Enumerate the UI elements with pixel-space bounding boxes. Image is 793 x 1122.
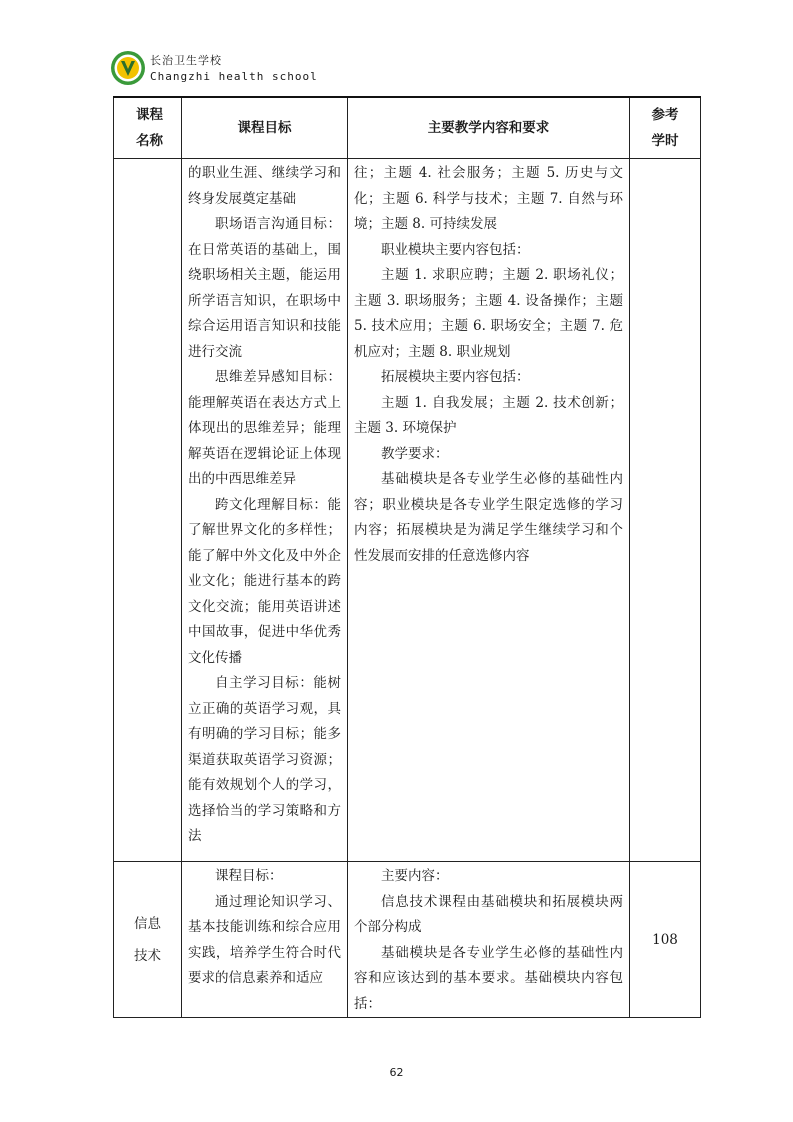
course-name-line1: 信息 <box>134 915 161 932</box>
content-paragraph: 基础模块是各专业学生必修的基础性内容；职业模块是各专业学生限定选修的学习内容；拓展模块是为满足学生继续学习和个性发展而安排的任意选修内容 <box>354 471 623 564</box>
ref-hours-cell: 108 <box>630 862 701 1018</box>
header-hours-line1: 参考 <box>651 107 679 123</box>
content-paragraph: 信息技术课程由基础模块和拓展模块两个部分构成 <box>354 893 623 935</box>
header-main-content: 主要教学内容和要求 <box>348 97 630 159</box>
goal-paragraph: 通过理论知识学习、基本技能训练和综合应用实践，培养学生符合时代要求的信息素养和适应 <box>188 893 341 986</box>
main-content-cell <box>348 159 630 862</box>
goal-paragraph: 思维差异感知目标：能理解英语在表达方式上体现出的思维差异；能理解英语在逻辑论证上体现出的中西思维差异 <box>188 369 341 487</box>
goal-paragraph: 课程目标： <box>215 868 283 884</box>
school-emblem-icon <box>110 50 146 86</box>
table-header-row <box>114 97 701 159</box>
course-name-line2: 技术 <box>134 947 161 964</box>
goal-paragraph: 的职业生涯、继续学习和终身发展奠定基础 <box>188 165 341 207</box>
course-goal-cell <box>182 862 348 1018</box>
school-name-en: Changzhi health school <box>150 70 318 83</box>
content-paragraph: 基础模块是各专业学生必修的基础性内容和应该达到的基本要求。基础模块内容包括： <box>354 944 623 1012</box>
table-row <box>114 862 701 1018</box>
course-name-cell <box>114 862 182 1018</box>
school-name-cn: 长治卫生学校 <box>150 54 222 67</box>
content-paragraph: 拓展模块主要内容包括： <box>381 369 530 385</box>
page-header <box>110 46 710 94</box>
header-name-line2: 名称 <box>136 133 163 149</box>
header-course-goal: 课程目标 <box>182 97 348 159</box>
header-course-name <box>114 97 182 159</box>
goal-paragraph: 职场语言沟通目标：在日常英语的基础上，围绕职场相关主题，能运用所学语言知识，在职场中综合运用语言知识和技能进行交流 <box>188 216 341 360</box>
content-paragraph: 主题 1. 求职应聘；主题 2. 职场礼仪；主题 3. 职场服务；主题 4. 设备操作；主题 5. 技术应用；主题 6. 职场安全；主题 7. 危机应对；主题 8. 职业规划 <box>354 267 623 360</box>
content-paragraph: 主要内容： <box>381 868 449 884</box>
header-ref-hours <box>630 97 701 159</box>
table-row <box>114 159 701 862</box>
ref-hours-cell <box>630 159 701 862</box>
goal-paragraph: 跨文化理解目标：能了解世界文化的多样性；能了解中外文化及中外企业文化；能进行基本的跨文化交流；能用英语讲述中国故事，促进中华优秀文化传播 <box>188 496 341 666</box>
content-paragraph: 主题 1. 自我发展；主题 2. 技术创新；主题 3. 环境保护 <box>354 394 623 436</box>
header-hours-line2: 学时 <box>651 133 679 149</box>
curriculum-table <box>113 96 701 1018</box>
content-paragraph: 往；主题 4. 社会服务；主题 5. 历史与文化；主题 6. 科学与技术；主题 7. 自然与环境；主题 8. 可持续发展 <box>354 165 623 232</box>
course-name-cell <box>114 159 182 862</box>
course-goal-cell <box>182 159 348 862</box>
main-content-cell <box>348 862 630 1018</box>
header-name-line1: 课程 <box>136 107 163 123</box>
page-number: 62 <box>389 1066 404 1079</box>
content-paragraph: 职业模块主要内容包括： <box>381 241 530 258</box>
content-paragraph: 教学要求： <box>381 445 449 462</box>
goal-paragraph: 自主学习目标：能树立正确的英语学习观，具有明确的学习目标；能多渠道获取英语学习资源；能有效规划个人的学习，选择恰当的学习策略和方法 <box>188 675 341 844</box>
